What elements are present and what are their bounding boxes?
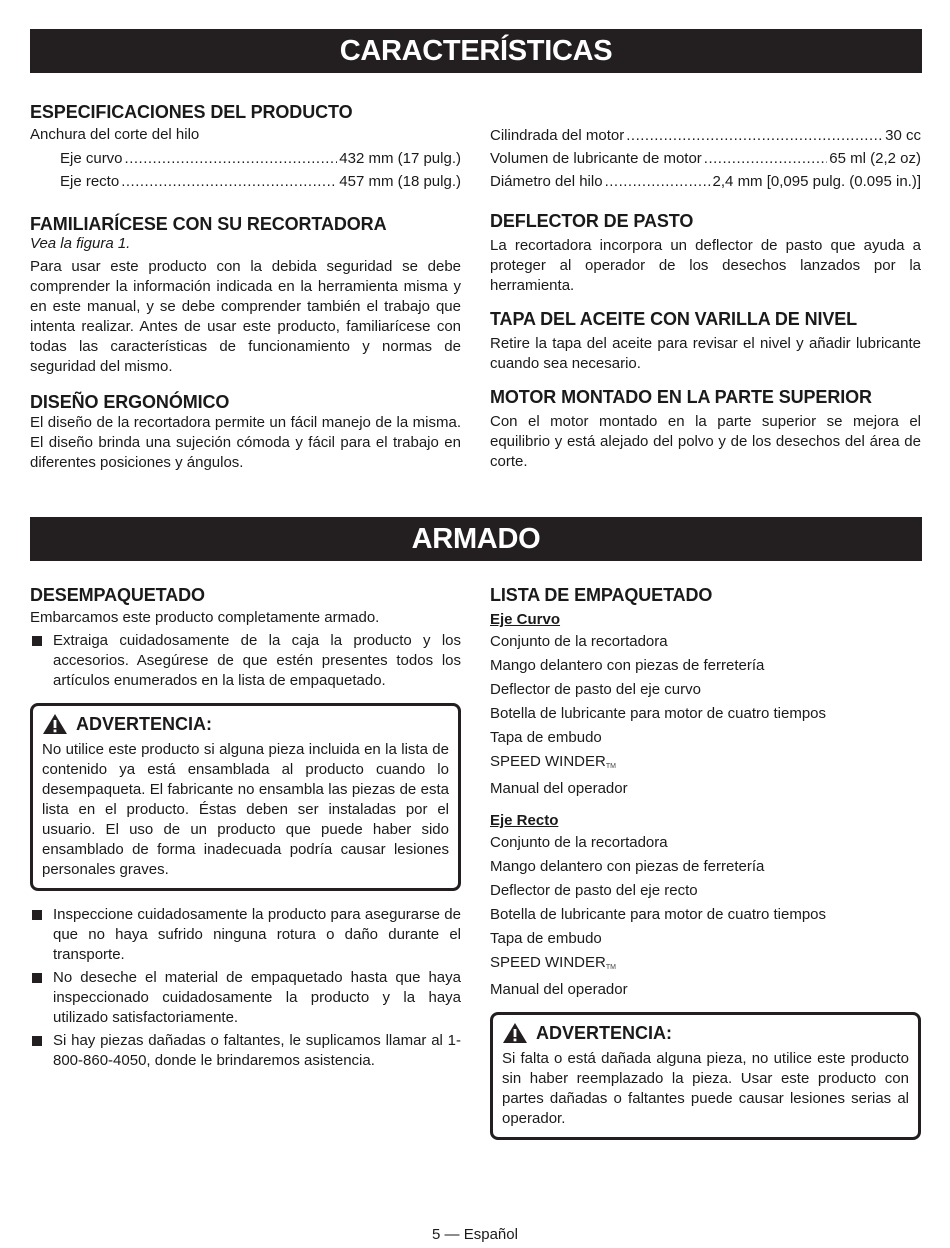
motor-heading: MOTOR MONTADO EN LA PARTE SUPERIOR — [490, 387, 872, 407]
eje-curvo-subheading: Eje Curvo — [490, 611, 561, 628]
warning-body: Si falta o está dañada alguna pieza, no utilice este producto sin haber reemplazado la pieza. Usar este producto con partes dañadas o faltantes puede causar lesiones serias al operador. — [502, 1050, 909, 1127]
page-footer: 5 — Español — [432, 1226, 518, 1243]
spec-label: Volumen de lubricante de motor — [490, 150, 702, 167]
spec-row-diametro — [490, 170, 921, 193]
anchura-label: Anchura del corte del hilo — [30, 126, 200, 143]
list-item: Mango delantero con piezas de ferretería — [490, 858, 765, 875]
warning-header — [42, 712, 449, 736]
desempaquetado-intro: Embarcamos este producto completamente armado. — [30, 609, 380, 626]
bullet-square-icon — [32, 1036, 42, 1046]
bullet-item — [30, 968, 461, 1028]
list-item: Botella de lubricante para motor de cuatro tiempos — [490, 906, 827, 923]
spec-row-volumen — [490, 147, 921, 170]
bullet-item — [30, 631, 461, 691]
bullet-item — [30, 905, 461, 965]
list-item: Conjunto de la recortadora — [490, 834, 668, 851]
list-item: Manual del operador — [490, 981, 628, 998]
bullet-text: Extraiga cuidadosamente de la caja la producto y los accesorios. Asegúrese de que estén presentes todos los artículos enumerados en la lista de empaquetado. — [53, 632, 461, 689]
spec-value: 65 ml (2,2 oz) — [829, 150, 921, 167]
deflector-body: La recortadora incorpora un deflector de pasto que ayuda a proteger al operador de los desechos lanzados por la herramienta. — [490, 237, 921, 294]
spec-row-cilindrada — [490, 124, 921, 147]
especificaciones-heading: ESPECIFICACIONES DEL PRODUCTO — [30, 102, 353, 122]
bullet-square-icon — [32, 636, 42, 646]
list-item: Deflector de pasto del eje curvo — [490, 681, 701, 698]
warning-box — [30, 703, 461, 891]
warning-triangle-icon — [42, 713, 68, 735]
leader-dots — [121, 170, 337, 193]
diseno-body: El diseño de la recortadora permite un fácil manejo de la misma. El diseño brinda una sujeción cómoda y fácil para el trabajo en diferentes posiciones y ángulos. — [30, 414, 461, 471]
warning-triangle-icon — [502, 1022, 528, 1044]
tapa-body: Retire la tapa del aceite para revisar el nivel y añadir lubricante cuando sea necesario. — [490, 335, 921, 372]
spec-value: 432 mm (17 pulg.) — [339, 150, 461, 167]
spec-value: 2,4 mm [0,095 pulg. (0.095 in.)] — [712, 173, 921, 190]
spec-label: Eje curvo — [60, 150, 123, 167]
list-item: Tapa de embudo — [490, 930, 602, 947]
caracteristicas-left-column — [30, 101, 461, 473]
desempaquetado-heading: DESEMPAQUETADO — [30, 585, 205, 605]
leader-dots — [626, 124, 883, 147]
list-item-speed-winder — [490, 951, 921, 978]
bullet-item — [30, 1031, 461, 1071]
armado-banner: ARMADO — [30, 517, 922, 561]
lista-heading: LISTA DE EMPAQUETADO — [490, 585, 713, 605]
leader-dots — [704, 147, 828, 170]
list-item: Mango delantero con piezas de ferretería — [490, 657, 765, 674]
list-item: Manual del operador — [490, 780, 628, 797]
spec-label: Diámetro del hilo — [490, 173, 603, 190]
item-text: SPEED WINDER — [490, 753, 606, 770]
list-item: Conjunto de la recortadora — [490, 633, 668, 650]
bullet-text: No deseche el material de empaquetado hasta que haya inspeccionado cuidadosamente la producto y la haya utilizado satisfactoriamente. — [53, 969, 461, 1026]
spec-label: Cilindrada del motor — [490, 127, 625, 144]
bullet-text: Si hay piezas dañadas o faltantes, le suplicamos llamar al 1-800-860-4050, donde le brindaremos asistencia. — [53, 1032, 461, 1069]
bullet-text: Inspeccione cuidadosamente la producto para asegurarse de que no haya sufrido ninguna rotura o daño durante el transporte. — [53, 906, 461, 963]
leader-dots — [605, 170, 711, 193]
eje-curvo-list — [490, 630, 921, 801]
spec-label: Eje recto — [60, 173, 120, 190]
list-item: Tapa de embudo — [490, 729, 602, 746]
familiaricese-body: Para usar este producto con la debida seguridad se debe comprender la información indicada en la herramienta misma y en este manual, y se debe comprender también el trabajo que intenta realizar. Antes de usar este producto, familiarícese con todas las características de funcionamiento y normas de seguridad del mismo. — [30, 258, 461, 375]
trademark-mark: TM — [605, 964, 616, 971]
leader-dots — [125, 147, 338, 170]
list-item-speed-winder — [490, 750, 921, 777]
bullet-square-icon — [32, 910, 42, 920]
eje-recto-list — [490, 831, 921, 1002]
tapa-heading: TAPA DEL ACEITE CON VARILLA DE NIVEL — [490, 309, 858, 329]
warning-header — [502, 1021, 909, 1045]
list-item: Deflector de pasto del eje recto — [490, 882, 698, 899]
warning-title: ADVERTENCIA: — [536, 1023, 673, 1043]
warning-box — [490, 1012, 921, 1140]
figure-reference: Vea la figura 1. — [30, 235, 131, 252]
caracteristicas-right-column — [490, 124, 921, 472]
spec-row-eje-recto — [60, 170, 461, 193]
eje-recto-subheading: Eje Recto — [490, 812, 559, 829]
armado-right-column — [490, 584, 921, 1140]
bullet-square-icon — [32, 973, 42, 983]
deflector-heading: DEFLECTOR DE PASTO — [490, 211, 694, 231]
warning-title: ADVERTENCIA: — [76, 714, 213, 734]
warning-body: No utilice este producto si alguna pieza incluida en la lista de contenido ya está ensamblada al producto cuando lo desempaqueta. El fabricante no ensambla las piezas de esta lista en el producto. Éstas deben ser instaladas por el usuario. El uso de un producto que puede haber sido ensamblado de forma inadecuada podría causar lesiones personales graves. — [42, 741, 449, 878]
spec-value: 457 mm (18 pulg.) — [339, 173, 461, 190]
caracteristicas-banner: CARACTERÍSTICAS — [30, 29, 922, 73]
spec-row-eje-curvo — [60, 147, 461, 170]
trademark-mark: TM — [605, 763, 616, 770]
armado-left-column — [30, 584, 461, 1071]
item-text: SPEED WINDER — [490, 954, 606, 971]
familiaricese-heading: FAMILIARÍCESE CON SU RECORTADORA — [30, 214, 387, 234]
spec-value: 30 cc — [885, 127, 921, 144]
diseno-heading: DISEÑO ERGONÓMICO — [30, 392, 230, 412]
motor-body: Con el motor montado en la parte superior se mejora el equilibrio y está alejado del polvo y de los desechos del área de corte. — [490, 413, 921, 470]
list-item: Botella de lubricante para motor de cuatro tiempos — [490, 705, 827, 722]
